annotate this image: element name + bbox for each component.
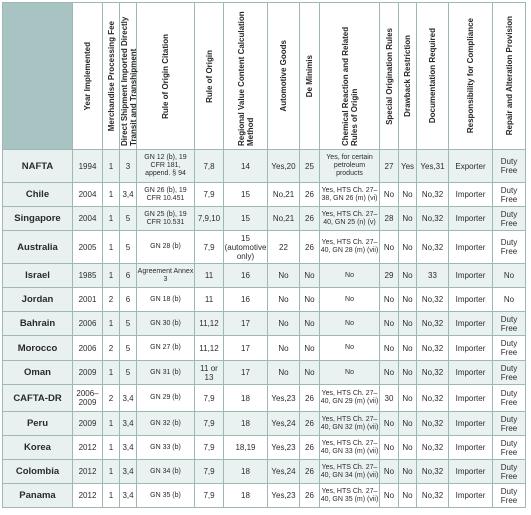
table-cell: Yes,24 [268, 460, 300, 484]
header-label: Drawback Restriction [403, 35, 412, 117]
table-cell: Duty Free [493, 150, 526, 183]
table-cell: 2004 [73, 183, 103, 207]
table-cell: 26 [300, 183, 320, 207]
table-cell: GN 25 (b), 19 CFR 10.531 [137, 207, 195, 231]
table-cell: No [399, 385, 417, 412]
country-cell: Jordan [3, 288, 73, 312]
table-cell: Importer [449, 412, 493, 436]
table-cell: 33 [417, 264, 449, 288]
table-cell: No [380, 336, 399, 361]
table-cell: 1 [103, 361, 120, 385]
table-cell: 2006–2009 [73, 385, 103, 412]
table-cell: 5 [120, 231, 137, 264]
table-cell: 5 [120, 207, 137, 231]
table-cell: Yes, HTS Ch. 27–40, GN 33 (m) (vii) [320, 436, 380, 460]
table-row [3, 361, 526, 385]
table-cell: GN 31 (b) [137, 361, 195, 385]
table-cell: No [380, 183, 399, 207]
country-cell: Bahrain [3, 312, 73, 336]
table-cell: Yes, HTS Ch. 27–38, GN 26 (m) (vi) [320, 183, 380, 207]
table-cell: No,32 [417, 183, 449, 207]
table-cell: 11,12 [195, 312, 224, 336]
table-cell: No,32 [417, 336, 449, 361]
table-cell: 16 [224, 288, 268, 312]
table-cell: Importer [449, 231, 493, 264]
table-cell: No [380, 484, 399, 508]
header-label: Chemical Reaction and Related Rules of Origin [340, 26, 359, 146]
table-cell: Yes, HTS Ch. 27–40, GN 35 (m) (vii) [320, 484, 380, 508]
table-cell: Duty Free [493, 412, 526, 436]
country-cell: Israel [3, 264, 73, 288]
table-cell: GN 18 (b) [137, 288, 195, 312]
table-cell: No [380, 231, 399, 264]
table-row [3, 436, 526, 460]
table-cell: Importer [449, 312, 493, 336]
header-cell [195, 3, 224, 150]
table-cell: No [399, 264, 417, 288]
table-cell: 2004 [73, 207, 103, 231]
table-cell: 3,4 [120, 436, 137, 460]
table-cell: Duty Free [493, 231, 526, 264]
table-cell: No,32 [417, 412, 449, 436]
table-cell: GN 28 (b) [137, 231, 195, 264]
table-cell: No [300, 264, 320, 288]
table-cell: 2009 [73, 412, 103, 436]
table-cell: 7,9 [195, 460, 224, 484]
header-cell [103, 3, 120, 150]
table-cell: No,32 [417, 231, 449, 264]
table-cell: 1 [103, 436, 120, 460]
table-cell: 26 [300, 231, 320, 264]
table-cell: No,32 [417, 207, 449, 231]
table-cell: 11 or 13 [195, 361, 224, 385]
table-cell: Yes,20 [268, 150, 300, 183]
table-cell: 1 [103, 207, 120, 231]
table-cell: 16 [224, 264, 268, 288]
table-cell: Duty Free [493, 183, 526, 207]
table-cell: 11,12 [195, 336, 224, 361]
table-cell: 1994 [73, 150, 103, 183]
country-cell: Peru [3, 412, 73, 436]
table-cell: 7,9,10 [195, 207, 224, 231]
table-cell: No [399, 288, 417, 312]
table-cell: 26 [300, 484, 320, 508]
table-cell: No [300, 288, 320, 312]
table-cell: 7,9 [195, 385, 224, 412]
table-cell: Importer [449, 183, 493, 207]
table-cell: No [399, 484, 417, 508]
table-cell: No [399, 231, 417, 264]
table-cell: Importer [449, 385, 493, 412]
table-cell: No [268, 361, 300, 385]
table-cell: No,21 [268, 207, 300, 231]
table-cell: GN 32 (b) [137, 412, 195, 436]
table-cell: Yes [399, 150, 417, 183]
table-cell: 7,9 [195, 183, 224, 207]
table-cell: No [380, 361, 399, 385]
fta-comparison-table [2, 2, 526, 508]
table-cell: 2 [103, 385, 120, 412]
table-cell: GN 34 (b) [137, 460, 195, 484]
table-cell: Yes, HTS Ch. 27–40, GN 29 (m) (vii) [320, 385, 380, 412]
header-cell [120, 3, 137, 150]
table-cell: No,32 [417, 361, 449, 385]
table-cell: 5 [120, 361, 137, 385]
table-cell: 29 [380, 264, 399, 288]
table-cell: GN 35 (b) [137, 484, 195, 508]
header-label: Responsibility for Compliance [466, 18, 475, 134]
table-cell: Importer [449, 361, 493, 385]
table-row [3, 312, 526, 336]
table-cell: No [399, 183, 417, 207]
table-cell: No,32 [417, 288, 449, 312]
table-cell: Importer [449, 460, 493, 484]
header-cell [268, 3, 300, 150]
table-cell: No [300, 336, 320, 361]
table-cell: 18 [224, 460, 268, 484]
table-cell: Duty Free [493, 484, 526, 508]
table-cell: 11 [195, 264, 224, 288]
table-cell: Importer [449, 484, 493, 508]
header-cell [137, 3, 195, 150]
table-cell: 1 [103, 484, 120, 508]
header-cell [73, 3, 103, 150]
table-cell: 22 [268, 231, 300, 264]
table-cell: 2005 [73, 231, 103, 264]
table-cell: 18 [224, 412, 268, 436]
table-row [3, 150, 526, 183]
table-cell: No [320, 264, 380, 288]
table-cell: Importer [449, 288, 493, 312]
header-corner [3, 3, 73, 150]
table-cell: Exporter [449, 150, 493, 183]
table-cell: No [300, 312, 320, 336]
table-row [3, 288, 526, 312]
table-cell: 2006 [73, 312, 103, 336]
header-cell [493, 3, 526, 150]
table-cell: No [380, 288, 399, 312]
table-body [3, 150, 526, 508]
table-cell: No [399, 361, 417, 385]
table-cell: No [399, 207, 417, 231]
table-cell: 17 [224, 361, 268, 385]
table-cell: Duty Free [493, 460, 526, 484]
table-cell: Duty Free [493, 312, 526, 336]
table-row [3, 484, 526, 508]
table-cell: Agreement Annex 3 [137, 264, 195, 288]
country-cell: Australia [3, 231, 73, 264]
table-cell: 18,19 [224, 436, 268, 460]
table-cell: No,32 [417, 484, 449, 508]
table-row [3, 207, 526, 231]
table-cell: No,32 [417, 436, 449, 460]
table-cell: No [320, 361, 380, 385]
country-cell: Korea [3, 436, 73, 460]
table-cell: 14 [224, 150, 268, 183]
table-row [3, 336, 526, 361]
table-cell: Duty Free [493, 207, 526, 231]
table-cell: 1 [103, 150, 120, 183]
table-cell: No [320, 336, 380, 361]
table-cell: Yes, HTS Ch. 27–40, GN 32 (m) (vii) [320, 412, 380, 436]
table-cell: 1 [103, 312, 120, 336]
header-label: Direct Shipment Imported Directly Transit and Transhipment [120, 16, 138, 146]
country-cell: Panama [3, 484, 73, 508]
table-cell: 26 [300, 460, 320, 484]
header-label: Special Origination Rules [384, 27, 394, 125]
table-cell: Yes,23 [268, 436, 300, 460]
table-cell: No [268, 312, 300, 336]
table-cell: 2009 [73, 361, 103, 385]
header-cell [300, 3, 320, 150]
table-cell: 2012 [73, 484, 103, 508]
table-cell: 2 [103, 336, 120, 361]
table-cell: 11 [195, 288, 224, 312]
table-cell: 26 [300, 436, 320, 460]
table-cell: Duty Free [493, 336, 526, 361]
table-cell: 3 [120, 150, 137, 183]
table-cell: 7,9 [195, 231, 224, 264]
country-cell: NAFTA [3, 150, 73, 183]
table-cell: No [320, 288, 380, 312]
header-label: Regional Value Content Calculation Method [236, 11, 255, 146]
header-label: Rule of Origin [204, 49, 214, 103]
table-cell: 1 [103, 412, 120, 436]
header-cell [224, 3, 268, 150]
header-label: De Minimis [305, 54, 314, 98]
table-cell: Yes,23 [268, 385, 300, 412]
table-cell: 1 [103, 264, 120, 288]
table-cell: GN 30 (b) [137, 312, 195, 336]
country-cell: CAFTA-DR [3, 385, 73, 412]
table-cell: 1 [103, 183, 120, 207]
table-cell: 3,4 [120, 412, 137, 436]
table-cell: 2012 [73, 460, 103, 484]
table-cell: Yes,23 [268, 484, 300, 508]
table-cell: No [493, 264, 526, 288]
table-cell: 26 [300, 385, 320, 412]
table-cell: No [399, 336, 417, 361]
table-cell: No [380, 312, 399, 336]
header-cell [320, 3, 380, 150]
table-cell: No [380, 412, 399, 436]
table-cell: 1985 [73, 264, 103, 288]
header-label: Repair and Alteration Provision [504, 16, 514, 136]
table-cell: 3,4 [120, 484, 137, 508]
table-cell: GN 27 (b) [137, 336, 195, 361]
header-label: Year Implemented [83, 41, 92, 111]
header-cell [380, 3, 399, 150]
table-cell: Duty Free [493, 385, 526, 412]
country-cell: Morocco [3, 336, 73, 361]
table-cell: Duty Free [493, 436, 526, 460]
table-row [3, 231, 526, 264]
table-cell: GN 33 (b) [137, 436, 195, 460]
table-row [3, 385, 526, 412]
table-row [3, 412, 526, 436]
table-cell: 26 [300, 412, 320, 436]
table-cell: Yes, HTS Ch. 27–40, GN 28 (m) (vii) [320, 231, 380, 264]
table-cell: Yes,24 [268, 412, 300, 436]
header-cell [399, 3, 417, 150]
table-cell: 27 [380, 150, 399, 183]
table-cell: Yes,31 [417, 150, 449, 183]
table-cell: 30 [380, 385, 399, 412]
table-cell: 18 [224, 385, 268, 412]
table-cell: 7,8 [195, 150, 224, 183]
table-cell: No [380, 436, 399, 460]
table-cell: 2 [103, 288, 120, 312]
table-cell: No [268, 336, 300, 361]
table-cell: 2006 [73, 336, 103, 361]
table-cell: 17 [224, 336, 268, 361]
table-cell: Yes, HTS Ch. 27–40, GN 34 (m) (vii) [320, 460, 380, 484]
table-cell: GN 12 (b), 19 CFR 181, append. § 94 [137, 150, 195, 183]
header-row [3, 3, 526, 150]
table-cell: 1 [103, 460, 120, 484]
table-cell: Importer [449, 207, 493, 231]
header-label: Merchandise Processing Fee [106, 20, 116, 132]
table-cell: No [399, 412, 417, 436]
table-cell: No [268, 264, 300, 288]
country-cell: Oman [3, 361, 73, 385]
table-cell: Importer [449, 264, 493, 288]
table-cell: No,32 [417, 312, 449, 336]
table-cell: No,32 [417, 460, 449, 484]
table-cell: Importer [449, 336, 493, 361]
table-cell: 2001 [73, 288, 103, 312]
table-cell: 15 [224, 183, 268, 207]
header-label: Automotive Goods [279, 40, 288, 112]
country-cell: Singapore [3, 207, 73, 231]
table-cell: No [399, 312, 417, 336]
table-cell: No [399, 436, 417, 460]
table-cell: 15 (automotive only) [224, 231, 268, 264]
header-label: Documentation Required [428, 28, 437, 124]
table-cell: No [380, 460, 399, 484]
table-cell: GN 29 (b) [137, 385, 195, 412]
table-cell: GN 26 (b), 19 CFR 10.451 [137, 183, 195, 207]
country-cell: Colombia [3, 460, 73, 484]
table-cell: No [268, 288, 300, 312]
country-cell: Chile [3, 183, 73, 207]
table-cell: No [300, 361, 320, 385]
table-cell: 15 [224, 207, 268, 231]
table-row [3, 460, 526, 484]
table-cell: 7,9 [195, 436, 224, 460]
table-cell: Importer [449, 436, 493, 460]
table-cell: 6 [120, 264, 137, 288]
table-cell: 3,4 [120, 183, 137, 207]
table-cell: 25 [300, 150, 320, 183]
table-cell: 7,9 [195, 484, 224, 508]
table-cell: 3,4 [120, 385, 137, 412]
table-row [3, 264, 526, 288]
table-cell: 3,4 [120, 460, 137, 484]
table-cell: No,21 [268, 183, 300, 207]
table-cell: 18 [224, 484, 268, 508]
table-cell: 17 [224, 312, 268, 336]
table-cell: No [399, 460, 417, 484]
table-cell: 26 [300, 207, 320, 231]
table-cell: No,32 [417, 385, 449, 412]
table-cell: 2012 [73, 436, 103, 460]
header-label: Rule of Origin Citation [161, 33, 170, 119]
table-cell: 5 [120, 312, 137, 336]
table-cell: 7,9 [195, 412, 224, 436]
table-cell: 5 [120, 336, 137, 361]
table-cell: 28 [380, 207, 399, 231]
table-cell: No [493, 288, 526, 312]
table-row [3, 183, 526, 207]
table-cell: Yes, HTS Ch. 27–40, GN 25 (n) (v) [320, 207, 380, 231]
table-cell: Yes, for certain petroleum products [320, 150, 380, 183]
header-cell [449, 3, 493, 150]
table-cell: 1 [103, 231, 120, 264]
table-cell: Duty Free [493, 361, 526, 385]
table-cell: No [320, 312, 380, 336]
table-cell: 6 [120, 288, 137, 312]
header-cell [417, 3, 449, 150]
